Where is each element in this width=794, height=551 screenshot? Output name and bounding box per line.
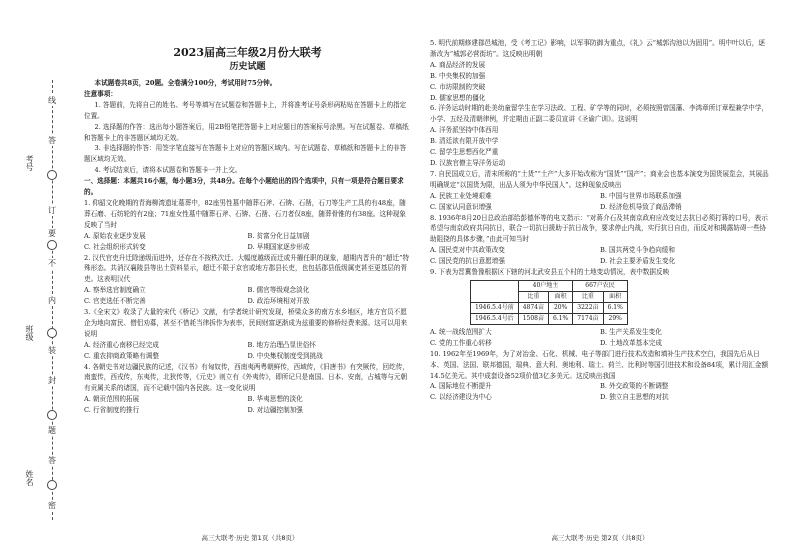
- option: C. 留学生思想西化严重: [430, 148, 499, 157]
- question-stem: 8. 1936年8月20日总政治部给彭德怀等的电文指示：“对蒋介石及其南京政府应改变过去抗日必须打蒋的口号，表示希望与南京政府共同抗日，联合一切抗日援助于抗日战争，要求停止内战，实行抗日自由，而反对和揭露妨碍一些协助阻挠的具体步骤，”由此可知当时: [430, 213, 768, 244]
- option: C. 行省制度的推行: [84, 406, 140, 415]
- seal-char: 不: [48, 259, 56, 268]
- right-column: [430, 38, 770, 403]
- seal-char: 线: [48, 96, 56, 105]
- seal-circle: [47, 328, 57, 338]
- exam-number-label: 考号: [25, 155, 34, 171]
- question-stem: 10. 1962年至1969年，为了对冶金、石化、机械、电子等部门进行技术改造和填补生产技术空白，我国先后从日本、英国、法国、联邦德国，瑞典、意大利、奥地利、瑞士、荷兰、比利时等国引进技术和设备84项，累计用汇金额14.5亿美元。其中成套设备52项价值3亿多美元。这反映出我国: [430, 349, 769, 380]
- table-cell: 6.1%: [603, 302, 627, 313]
- table-cell: 3222亩: [573, 302, 603, 313]
- option: A. 统一战线范围扩大: [430, 327, 492, 336]
- table-subheader: 面积: [603, 291, 627, 302]
- table-group-header: 667户农民: [573, 280, 628, 291]
- seal-char: 密: [48, 501, 56, 510]
- table-cell: 1946.5.4号前: [471, 302, 519, 313]
- seal-char: 订: [48, 206, 56, 215]
- notice-item: 4. 考试结束后，请将本试题卷和答题卡一并上交。: [94, 166, 242, 175]
- option: B. 华夷思想的淡化: [247, 395, 303, 404]
- question-10: [430, 349, 770, 404]
- question-stem: 3.《全宋文》收录了大量的宋代《桥记》文献，有学者统计研究发现，桥梁众多的南方水乡地区，地方官员不愿企为地向富民、僧侣劝募，甚至不惜耗当律拆作为表率，民间财富逐渐成为兹重要的修桥经费来源。这可以用来说明: [84, 308, 408, 338]
- option: A. 察举选官制度确立: [84, 286, 146, 295]
- option: D. 土地改革基本完成: [600, 338, 662, 347]
- option: A. 国民党对中共政策改变: [430, 246, 505, 255]
- option: B. 儒官等级观念淡化: [247, 286, 310, 295]
- option: C. 社会组织形式转变: [84, 242, 146, 251]
- question-3: [84, 307, 411, 362]
- seal-char: 装: [48, 346, 56, 355]
- question-8: [430, 213, 770, 268]
- option: B. 清廷欲有限开放中学: [430, 137, 499, 146]
- seal-char: 答: [48, 136, 56, 145]
- option: D. 对边疆控制加强: [247, 406, 303, 415]
- option: B. 中国与世界市场联系加强: [600, 191, 682, 200]
- question-2: [84, 253, 411, 308]
- option: C. 国家认同意识增强: [430, 202, 492, 211]
- question-1: [84, 198, 411, 253]
- option: B. 生产关系发生变化: [600, 327, 662, 336]
- option: C. 以经济建设为中心: [430, 393, 492, 402]
- option: A. 原始农业逐步发展: [84, 231, 146, 240]
- option: A. 商品经济的发展: [430, 60, 486, 69]
- notice-item: 2. 选择题的作答：选出每小题答案后，用2B铅笔把答题卡上对应题目的答案标号涂黑。写在试题卷、草稿纸和答题卡上的非答题区域均无效。: [84, 122, 409, 142]
- seal-char: 答: [48, 456, 56, 465]
- option: A. 民族工业处境艰难: [430, 191, 492, 200]
- question-stem: 2. 汉代官吏升迁除递级而进外，还存在不按秩次迁、大幅度越级而迁或升擢任职的现象，超期内晋升的“超迁”特殊形态。共消汉襄陵县等出土资料显示，超迁不限于京官或地方郡县长吏，也包括郡县低级属吏甚至更基层的胥吏。这表明汉代: [84, 253, 410, 284]
- question-stem: 6. 洋务运动时期的赴美幼童留学生在学习法政、工程、矿学等的同时，必须按照曾国藩、李鸿章所订章程兼学中学，小学、五经及清朝律例，并定期由正副二委员宣讲《圣谕广训》。这说明: [430, 104, 769, 124]
- table-cell: 4874亩: [518, 302, 548, 313]
- table-row: [471, 302, 628, 313]
- question-5: [430, 38, 770, 103]
- option: D. 汉族官僚主导洋务运动: [430, 158, 506, 167]
- table-corner: [471, 280, 519, 302]
- question-stem: 9. 下表为晋冀鲁豫根据区下辖的河北武安县五个村的土地变动情况，表中数据反映: [430, 268, 670, 277]
- class-label: 班级: [25, 325, 34, 341]
- option: C. 党的工作重心转移: [430, 338, 492, 347]
- option: C. 官吏选任不断完善: [84, 297, 146, 306]
- option: B. 贫富分化日益加剧: [247, 231, 310, 240]
- option: B. 地方治理凸显世俗怀: [247, 340, 316, 349]
- option: D. 经济危机导致了商品滞销: [600, 202, 682, 211]
- option: D. 社会主要矛盾发生变化: [600, 257, 676, 266]
- table-cell: 1508亩: [518, 313, 548, 324]
- table-cell: 29%: [603, 313, 627, 324]
- table-group-header: 40户地主: [518, 280, 573, 291]
- seal-char: 题: [48, 426, 56, 435]
- option: D. 独立自主思想的对抗: [600, 393, 669, 402]
- notice-item: 1. 答题前，先将自己的姓名、考号等填写在试题卷和答题卡上，并将准考证号条形码粘贴在答题卡上的指定位置。: [84, 100, 407, 120]
- seal-char: 封: [48, 376, 56, 385]
- notice-item: 3. 非选择题的作答：用签字笔直接写在答题卡上对应的答题区域内。写在试题卷、草稿纸和答题卡上的非答题区域均无效。: [84, 144, 407, 164]
- question-6: [430, 103, 770, 168]
- seal-circle: [47, 240, 57, 250]
- land-change-table: [470, 280, 628, 325]
- table-subheader: 比重: [518, 291, 548, 302]
- table-subheader: 面积: [549, 291, 573, 302]
- page-footer-right: 高三大联考·历史 第2页（共8页）: [551, 534, 649, 542]
- name-label: 姓名: [25, 470, 34, 486]
- binding-margin: [0, 0, 90, 551]
- option: C. 市坊限制的突破: [430, 82, 486, 91]
- seal-circle: [47, 480, 57, 490]
- table-cell: 7174亩: [573, 313, 603, 324]
- option: A. 洋务派坚持中体西用: [430, 126, 499, 135]
- option: A. 朝贡范围的拓展: [84, 395, 140, 404]
- option: D. 早期国家逐步形成: [247, 242, 310, 251]
- left-column: [84, 38, 411, 416]
- option: A. 国际地位不断提升: [430, 382, 492, 391]
- question-4: [84, 362, 411, 417]
- option: B. 国共两党斗争趋向缓和: [600, 246, 675, 255]
- question-7: [430, 169, 770, 213]
- page-footer-left: 高三大联考·历史 第1页（共8页）: [201, 534, 299, 542]
- table-cell: 1946.5.4号后: [471, 313, 519, 324]
- question-stem: 4. 各朝史书对边疆民族的记述，《汉书》有匈奴传，西南夷两粤朝鲜传，西域传，《旧唐书》有突厥传，回纥传，南蛮传，西戎传，东夷传，北狄传等，《元史》则立有《外夷传》，即所记只是南国、日本、安南，占城等与元朝有贡属关系的诸国，而不记载中国内各民族。这一变化说明: [84, 362, 409, 393]
- notice-title: 注意事项：: [84, 89, 117, 98]
- table-subheader: 比重: [573, 291, 603, 302]
- option: B. 中央集权的加强: [430, 71, 486, 80]
- exam-title: 2023届高三年级2月份大联考: [173, 46, 322, 59]
- seal-circle: [47, 410, 57, 420]
- option: D. 政治环境相对开放: [247, 297, 310, 306]
- question-stem: 1. 仰韶文化晚期的青海柳湾遗址墓葬中，82座男性墓中随葬石斧、石锛、石凿，石刀等生产工具的有48座，随葬石磨、石纺轮的有2座；71座女性墓中随葬石斧、石锛、石凿、石刀者仅8座，随葬骨锥的有38座。这种现象反映了当时: [84, 198, 406, 229]
- option: D. 中央集权制度受到挑战: [247, 351, 323, 360]
- seal-circle: [47, 170, 57, 180]
- question-9: [430, 267, 770, 349]
- option: C. 国民党的抗日意愿增强: [430, 257, 505, 266]
- option: D. 儒家思想的僵化: [430, 93, 486, 102]
- section-heading: 一、选择题：本题共16小题，每小题3分，共48分。在每个小题给出的四个选项中，只有一项是符合题目要求的。: [84, 177, 404, 197]
- table-cell: 6.1%: [549, 313, 573, 324]
- seal-char: 要: [48, 229, 56, 238]
- table-cell: 20%: [549, 302, 573, 313]
- table-row: [471, 313, 628, 324]
- option: B. 外交政策的不断调整: [600, 382, 669, 391]
- question-stem: 7. 自民国成立后，清末所称的“土货”“土产”大多开始改称为“国货”“国产”；商业会也基本演变为国货展览会，其展品明确规定“以国货为限，出品人须为中华民国人”。这种现象反映出: [430, 169, 769, 189]
- exam-subtitle: 历史试题: [229, 62, 266, 72]
- option: A. 经济重心南移已经完成: [84, 340, 159, 349]
- option: C. 重农抑商政策略有调整: [84, 351, 159, 360]
- exam-info: 本试题卷共8页，20题。全卷满分100分，考试用时75分钟。: [94, 79, 277, 87]
- question-stem: 5. 明代前期修建郡邑城池，受《考工记》影响，以军事防御为重点，《礼》云“城郭沟池以为固用”。明中叶以后，逐渐改为“城郭必营街坊”。这反映出明朝: [430, 39, 765, 58]
- seal-char: 内: [48, 296, 56, 305]
